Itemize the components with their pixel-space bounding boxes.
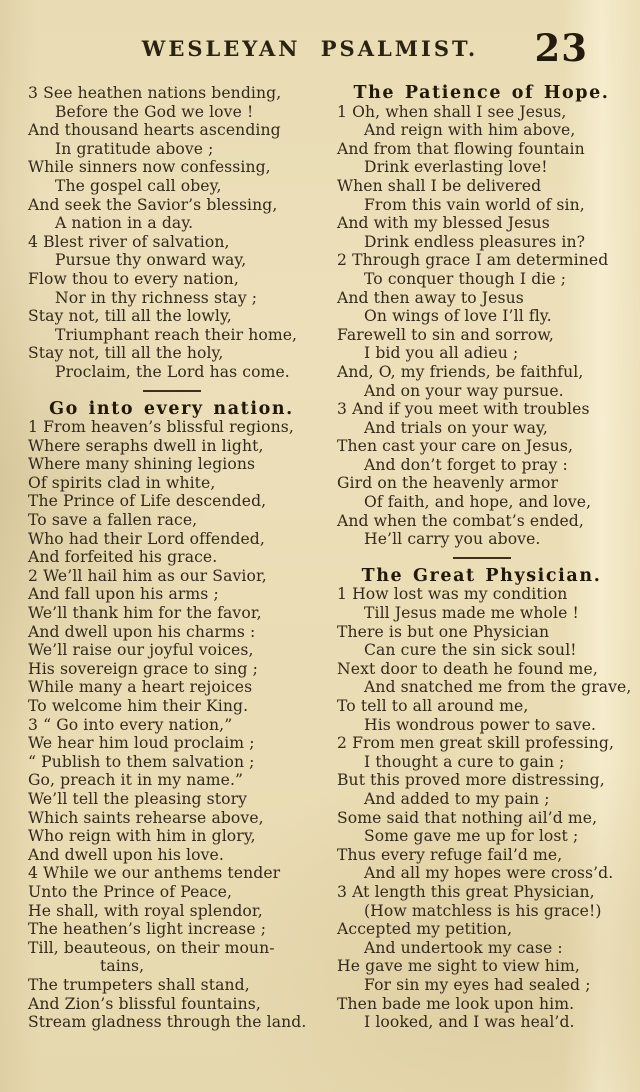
verse-line: Till Jesus made me whole ! — [364, 604, 579, 623]
verse-line: 4 While we our anthems tender — [28, 864, 281, 883]
verse-line: And all my hopes were cross’d. — [364, 864, 614, 883]
verse-line: On wings of love I’ll fly. — [364, 307, 552, 326]
verse-line: And Zion’s blissful fountains, — [28, 994, 261, 1013]
verse-line: 3 At length this great Physician, — [337, 882, 595, 901]
verse-line: Drink endless pleasures in? — [364, 232, 586, 251]
hymn-verse — [24, 716, 319, 865]
verse-line: I bid you all adieu ; — [364, 344, 519, 363]
hymn-divider-rule — [453, 557, 511, 559]
verse-line: To conquer though I die ; — [364, 269, 567, 288]
verse-line: 2 Through grace I am determined — [337, 251, 609, 270]
verse-line: To welcome him their King. — [28, 697, 249, 715]
hymn-title: The Great Physician. — [361, 565, 602, 586]
verse-line: Stream gladness through the land. — [28, 1013, 307, 1032]
verse-line: And don’t forget to pray : — [364, 455, 568, 474]
verse-line: While sinners now confessing, — [28, 158, 271, 177]
hymn-divider-rule — [143, 390, 201, 392]
verse-line: 1 Oh, when shall I see Jesus, — [337, 102, 567, 121]
verse-line: Proclaim, the Lord has come. — [55, 362, 290, 381]
verse-line: Some said that nothing ail’d me, — [337, 808, 598, 827]
verse-line: We’ll raise our joyful voices, — [28, 641, 254, 660]
verse-line: 2 We’ll hail him as our Savior, — [28, 566, 267, 585]
right-column — [327, 84, 630, 1032]
verse-line: The gospel call obey, — [55, 176, 222, 195]
hymn-title: The Patience of Hope. — [353, 83, 610, 103]
verse-line: 3 See heathen nations bending, — [28, 84, 282, 102]
hymn-verse — [24, 418, 319, 567]
page-header — [0, 0, 640, 80]
hymn-verse — [24, 84, 319, 233]
left-column — [24, 84, 327, 1032]
verse-line: Of spirits clad in white, — [28, 473, 216, 492]
hymn-verse — [333, 585, 630, 734]
hymn-verse — [333, 883, 630, 1032]
verse-line: Who had their Lord offended, — [28, 529, 265, 548]
verse-line: Accepted my petition, — [337, 920, 513, 939]
verse-line: 3 “ Go into every nation,” — [28, 715, 233, 734]
verse-line: Next door to death he found me, — [337, 659, 598, 678]
verse-line: Of faith, and hope, and love, — [364, 493, 592, 512]
verse-line: “ Publish to them salvation ; — [28, 752, 255, 771]
page-number: 23 — [534, 26, 588, 70]
verse-line: We’ll thank him for the favor, — [28, 604, 262, 623]
verse-line: There is but one Physician — [337, 622, 550, 641]
verse-line: He shall, with royal splendor, — [28, 901, 263, 920]
verse-line: (How matchless is his grace!) — [364, 901, 602, 920]
hymn-verse — [333, 103, 630, 252]
verse-line: And reign with him above, — [364, 121, 576, 140]
hymn-verse — [24, 567, 319, 716]
verse-line: Farewell to sin and sorrow, — [337, 325, 554, 344]
verse-line: Go, preach it in my name.” — [28, 771, 244, 790]
verse-line: Which saints rehearse above, — [28, 808, 264, 827]
verse-line: Unto the Prince of Peace, — [28, 882, 233, 901]
verse-line: When shall I be delivered — [337, 176, 542, 195]
hymn-verse — [333, 400, 630, 549]
verse-line: His sovereign grace to sing ; — [28, 659, 259, 678]
verse-line: Gird on the heavenly armor — [337, 474, 559, 493]
verse-line: 1 From heaven’s blissful regions, — [28, 418, 294, 437]
text-columns — [0, 84, 640, 1032]
verse-line: Nor in thy richness stay ; — [55, 288, 258, 307]
verse-line: And seek the Savior’s blessing, — [28, 195, 278, 214]
verse-line: And with my blessed Jesus — [337, 214, 550, 233]
verse-line: Some gave me up for lost ; — [364, 827, 579, 846]
hymn-title: Go into every nation. — [49, 398, 294, 419]
verse-line: And dwell upon his charms : — [28, 622, 256, 641]
verse-line: 2 From men great skill professing, — [337, 734, 615, 753]
verse-line: In gratitude above ; — [55, 139, 214, 158]
verse-line: And added to my pain ; — [364, 789, 550, 808]
hymn-verse — [24, 864, 319, 1031]
verse-line: And undertook my case : — [364, 938, 563, 957]
verse-line: And forfeited his grace. — [28, 548, 218, 567]
verse-line: The Prince of Life descended, — [28, 492, 267, 511]
verse-line: And, O, my friends, be faithful, — [337, 362, 584, 381]
verse-line: 1 How lost was my condition — [337, 585, 568, 604]
verse-line: 4 Blest river of salvation, — [28, 232, 230, 251]
verse-line: Then bade me look upon him. — [337, 994, 575, 1013]
verse-line: tains, — [100, 957, 145, 976]
verse-line: Stay not, till all the lowly, — [28, 307, 232, 326]
verse-line: Flow thou to every nation, — [28, 269, 239, 288]
verse-line: Drink everlasting love! — [364, 158, 548, 177]
hymn-verse — [333, 251, 630, 400]
verse-line: The heathen’s light increase ; — [28, 920, 267, 939]
running-title: WESLEYAN PSALMIST. — [141, 36, 479, 61]
verse-line: For sin my eyes had sealed ; — [364, 975, 591, 994]
hymn-verse — [333, 734, 630, 883]
verse-line: And thousand hearts ascending — [28, 121, 281, 140]
verse-line: We hear him loud proclaim ; — [28, 734, 255, 753]
verse-line: And dwell upon his love. — [28, 845, 224, 864]
verse-line: Thus every refuge fail’d me, — [337, 845, 563, 864]
verse-line: He’ll carry you above. — [364, 530, 541, 549]
verse-line: Where many shining legions — [28, 455, 256, 474]
verse-line: 3 And if you meet with troubles — [337, 400, 590, 419]
verse-line: A nation in a day. — [55, 214, 194, 233]
verse-line: And snatched me from the grave, — [364, 678, 632, 697]
verse-line: To save a fallen race, — [28, 511, 198, 530]
verse-line: Before the God we love ! — [55, 102, 254, 121]
verse-line: His wondrous power to save. — [364, 715, 597, 734]
verse-line: Can cure the sin sick soul! — [364, 641, 577, 660]
verse-line: And trials on your way, — [364, 418, 548, 437]
verse-line: We’ll tell the pleasing story — [28, 789, 248, 808]
verse-line: Till, beauteous, on their moun- — [28, 938, 275, 957]
verse-line: And then away to Jesus — [337, 288, 524, 307]
verse-line: Triumphant reach their home, — [55, 325, 298, 344]
verse-line: Pursue thy onward way, — [55, 251, 247, 270]
hymn-verse — [24, 233, 319, 382]
verse-line: And when the combat’s ended, — [337, 511, 584, 530]
verse-line: Who reign with him in glory, — [28, 827, 256, 846]
verse-line: He gave me sight to view him, — [337, 957, 580, 976]
verse-line: From this vain world of sin, — [364, 195, 585, 214]
verse-line: I thought a cure to gain ; — [364, 752, 565, 771]
verse-line: Stay not, till all the holy, — [28, 344, 224, 363]
verse-line: While many a heart rejoices — [28, 678, 253, 697]
verse-line: Where seraphs dwell in light, — [28, 436, 264, 455]
verse-line: And fall upon his arms ; — [28, 585, 219, 604]
verse-line: To tell to all around me, — [337, 697, 529, 715]
verse-line: Then cast your care on Jesus, — [337, 437, 574, 456]
verse-line: The trumpeters shall stand, — [28, 975, 250, 994]
verse-line: I looked, and I was heal’d. — [364, 1013, 575, 1032]
verse-line: But this proved more distressing, — [337, 771, 605, 790]
verse-line: And on your way pursue. — [364, 381, 564, 400]
verse-line: And from that flowing fountain — [337, 139, 585, 158]
